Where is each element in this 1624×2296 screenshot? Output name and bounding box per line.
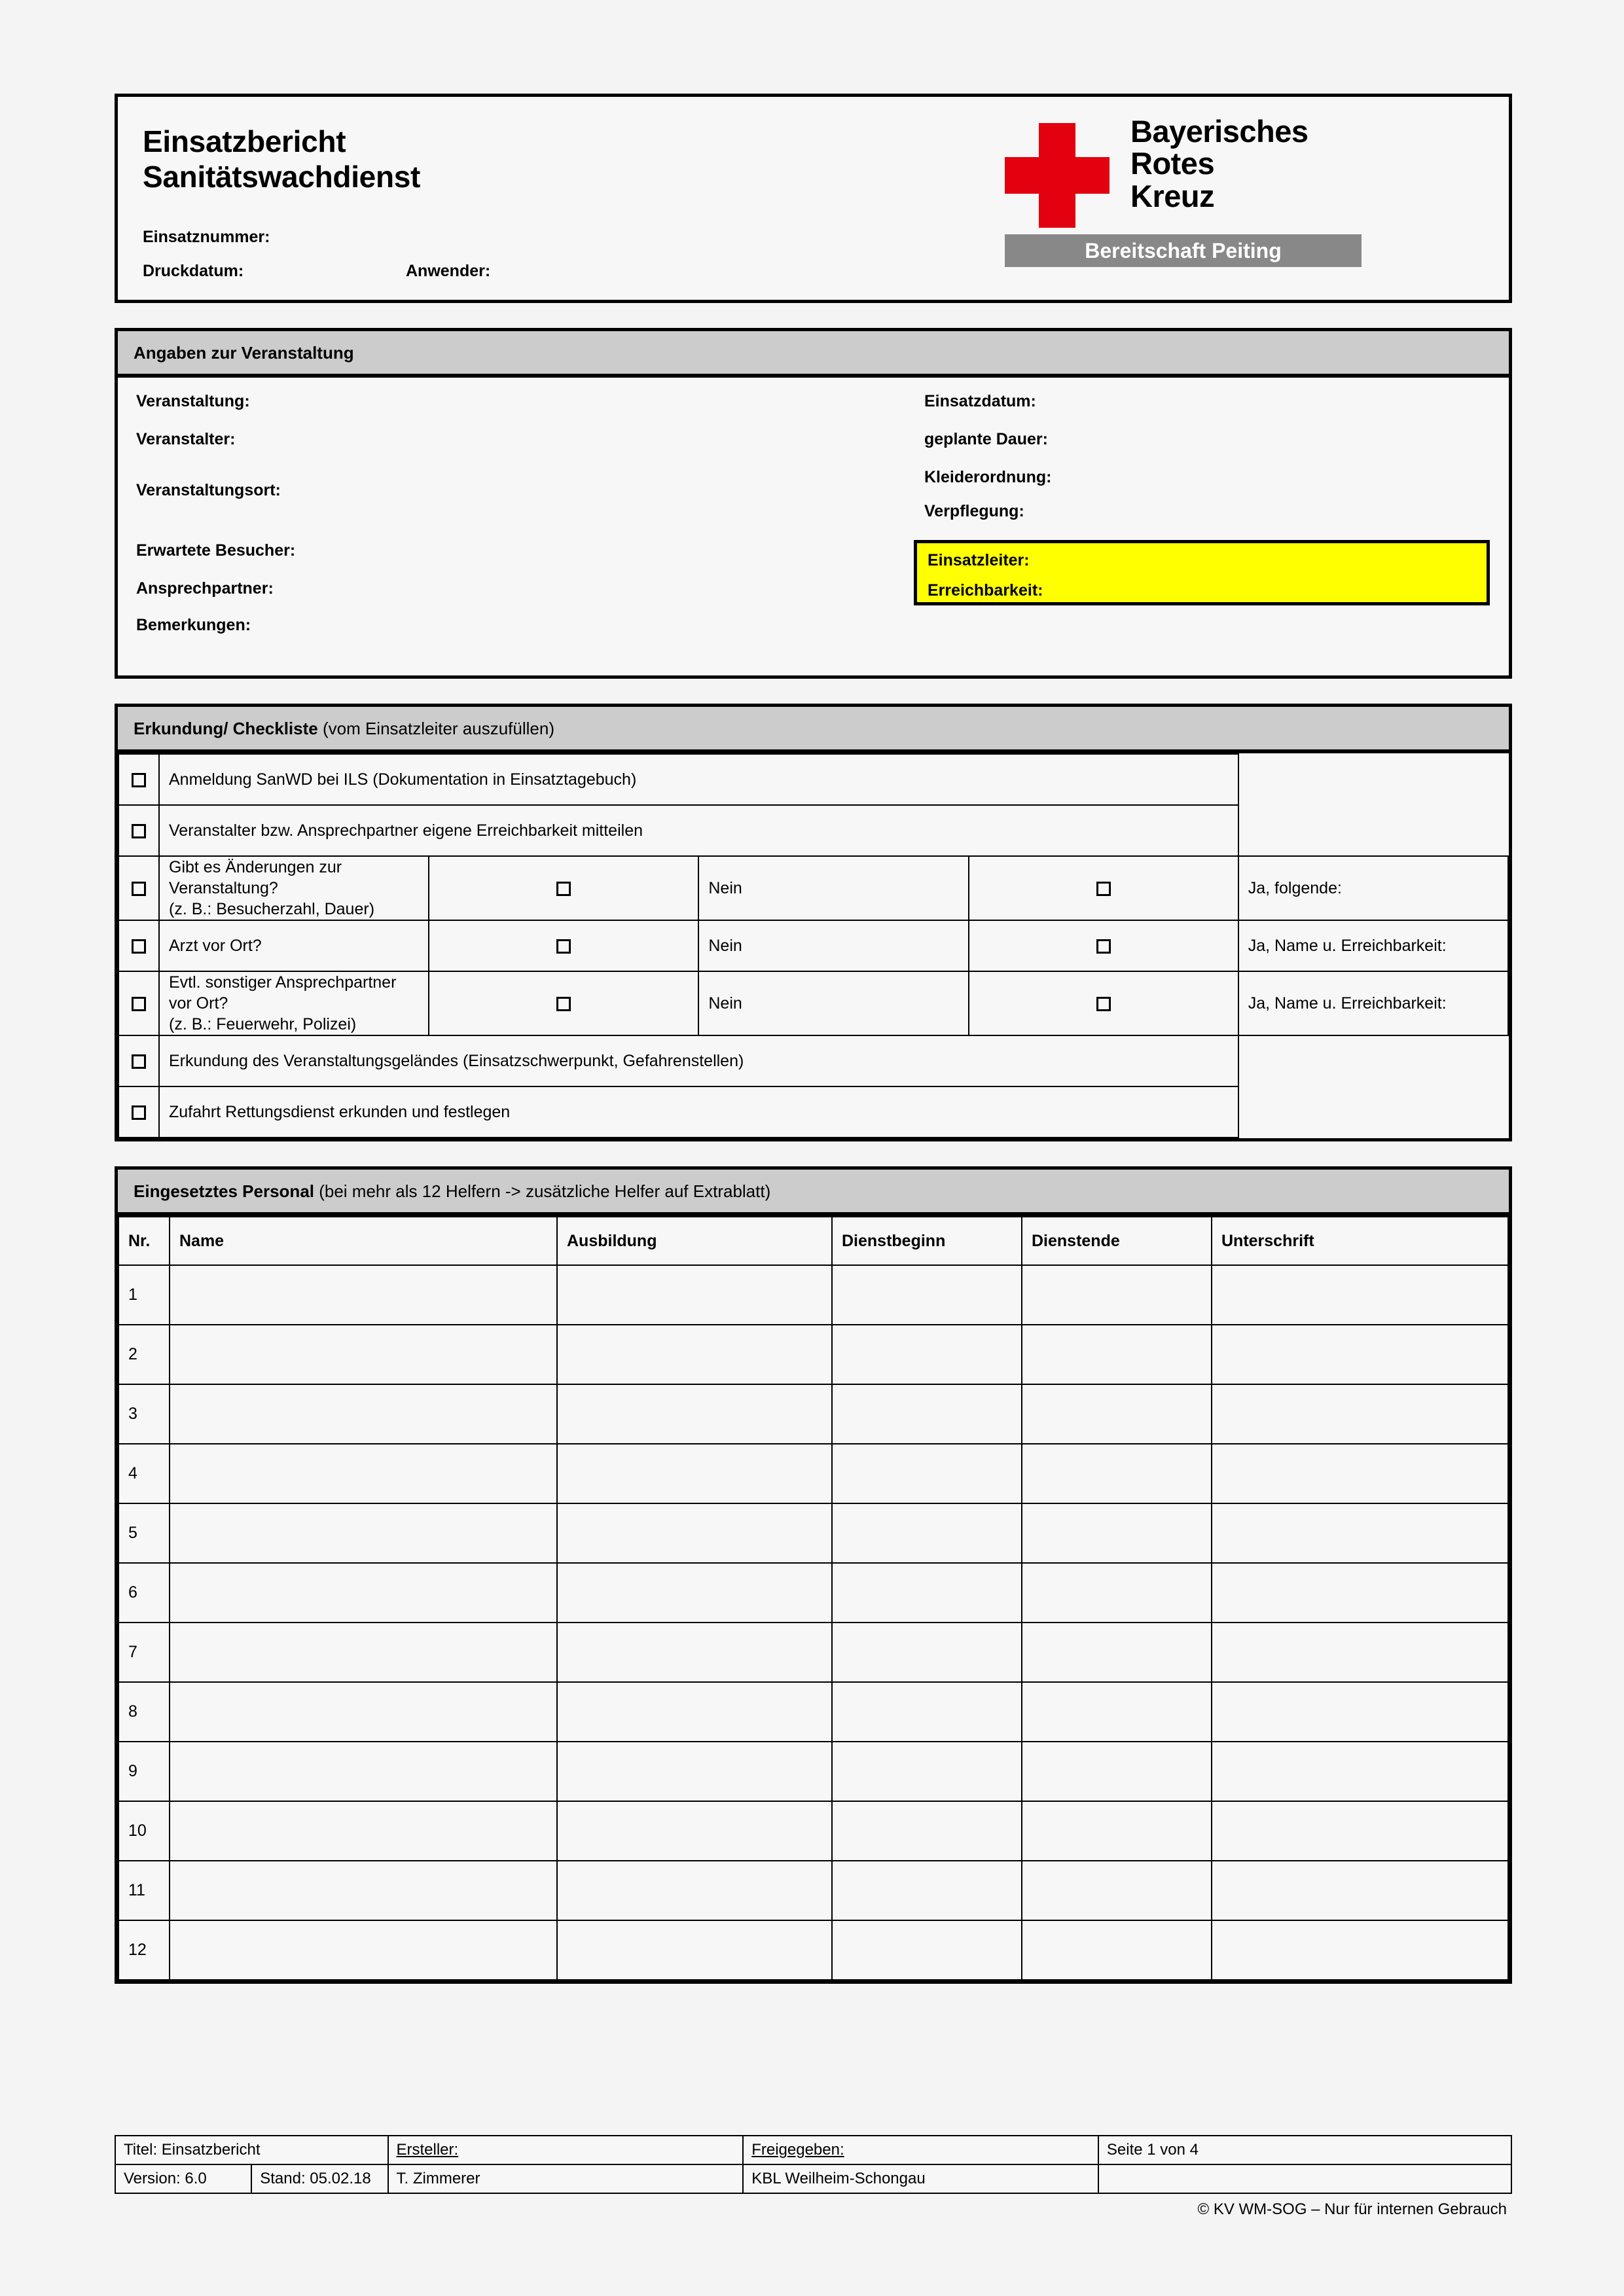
table-row[interactable] bbox=[118, 1920, 1508, 1980]
personnel-section bbox=[115, 1166, 1512, 1984]
checklist-item-label bbox=[159, 856, 429, 920]
checklist-section-title: Erkundung/ Checkliste bbox=[134, 719, 318, 738]
footer-version: Version: 6.0 bbox=[115, 2164, 251, 2193]
cell-ausbildung[interactable] bbox=[557, 1563, 832, 1623]
personnel-section-band bbox=[118, 1170, 1509, 1216]
checkbox-cell[interactable] bbox=[118, 805, 159, 856]
cell-nr: 9 bbox=[118, 1742, 170, 1801]
checklist-item-label: Arzt vor Ort? bbox=[159, 920, 429, 971]
checkbox-icon[interactable] bbox=[132, 939, 146, 954]
checkbox-cell[interactable] bbox=[118, 971, 159, 1035]
cell-dienstende[interactable] bbox=[1022, 1384, 1212, 1444]
checklist-item-line-1: Gibt es Änderungen zur Veranstaltung? bbox=[169, 858, 342, 897]
cell-name[interactable] bbox=[170, 1801, 557, 1861]
cell-dienstende[interactable] bbox=[1022, 1920, 1212, 1980]
footer-row-bottom bbox=[115, 2164, 1511, 2193]
personnel-section-title: Eingesetztes Personal bbox=[134, 1181, 314, 1201]
cell-name[interactable] bbox=[170, 1682, 557, 1742]
cell-dienstende[interactable] bbox=[1022, 1861, 1212, 1920]
checklist-item-line-2: (z. B.: Feuerwehr, Polizei) bbox=[169, 1015, 357, 1033]
column-header-nr: Nr. bbox=[118, 1217, 170, 1265]
logo-line-2: Rotes bbox=[1130, 146, 1215, 181]
checkbox-icon[interactable] bbox=[132, 997, 146, 1011]
event-section-band bbox=[118, 331, 1509, 378]
checkbox-cell-yes[interactable] bbox=[969, 856, 1238, 920]
table-row[interactable] bbox=[118, 1384, 1508, 1444]
option-yes-label: Ja, folgende: bbox=[1238, 856, 1508, 920]
cell-ausbildung[interactable] bbox=[557, 1325, 832, 1384]
cell-dienstende[interactable] bbox=[1022, 1265, 1212, 1325]
cell-nr: 3 bbox=[118, 1384, 170, 1444]
event-fields bbox=[118, 378, 1509, 675]
cell-unterschrift[interactable] bbox=[1212, 1325, 1508, 1384]
field-veranstaltung: Veranstaltung: bbox=[136, 392, 250, 410]
field-ansprechpartner: Ansprechpartner: bbox=[136, 579, 274, 598]
cell-ausbildung[interactable] bbox=[557, 1742, 832, 1801]
cell-unterschrift[interactable] bbox=[1212, 1682, 1508, 1742]
cell-dienstbeginn[interactable] bbox=[832, 1920, 1022, 1980]
checkbox-icon[interactable] bbox=[132, 1054, 146, 1069]
checkbox-icon[interactable] bbox=[1096, 882, 1111, 896]
table-row[interactable] bbox=[118, 1623, 1508, 1682]
checkbox-cell[interactable] bbox=[118, 920, 159, 971]
checklist-row[interactable] bbox=[118, 1035, 1508, 1086]
title-line-2: Sanitätswachdienst bbox=[143, 159, 421, 194]
cell-name[interactable] bbox=[170, 1444, 557, 1503]
cell-name[interactable] bbox=[170, 1623, 557, 1682]
checkbox-cell[interactable] bbox=[118, 856, 159, 920]
checklist-row[interactable] bbox=[118, 856, 1508, 920]
cell-ausbildung[interactable] bbox=[557, 1265, 832, 1325]
logo-unit-label: Bereitschaft Peiting bbox=[1085, 239, 1282, 262]
cell-ausbildung[interactable] bbox=[557, 1503, 832, 1563]
cell-unterschrift[interactable] bbox=[1212, 1503, 1508, 1563]
checkbox-icon[interactable] bbox=[556, 997, 571, 1011]
option-no-label: Nein bbox=[698, 856, 968, 920]
column-header-name: Name bbox=[170, 1217, 557, 1265]
cell-nr: 12 bbox=[118, 1920, 170, 1980]
footer-seite-empty bbox=[1098, 2164, 1511, 2193]
checklist-row[interactable] bbox=[118, 1086, 1508, 1138]
cell-nr: 2 bbox=[118, 1325, 170, 1384]
cell-dienstende[interactable] bbox=[1022, 1801, 1212, 1861]
cell-dienstbeginn[interactable] bbox=[832, 1861, 1022, 1920]
checkbox-cell[interactable] bbox=[118, 1035, 159, 1086]
page-title bbox=[143, 124, 420, 195]
checkbox-cell-no[interactable] bbox=[429, 971, 698, 1035]
einsatznummer-label: Einsatznummer: bbox=[143, 228, 270, 246]
checkbox-icon[interactable] bbox=[132, 1105, 146, 1120]
column-header-dienstbeginn: Dienstbeginn bbox=[832, 1217, 1022, 1265]
logo-line-1: Bayerisches bbox=[1130, 114, 1308, 149]
checkbox-icon[interactable] bbox=[556, 939, 571, 954]
field-veranstalter: Veranstalter: bbox=[136, 430, 236, 448]
personnel-table bbox=[118, 1216, 1509, 1981]
einsatzleiter-highlight-box bbox=[914, 540, 1490, 605]
cell-unterschrift[interactable] bbox=[1212, 1444, 1508, 1503]
event-details-section bbox=[115, 328, 1512, 679]
footer-ersteller-value: T. Zimmerer bbox=[388, 2164, 744, 2193]
table-row[interactable] bbox=[118, 1742, 1508, 1801]
cell-ausbildung[interactable] bbox=[557, 1623, 832, 1682]
cell-ausbildung[interactable] bbox=[557, 1801, 832, 1861]
cell-dienstende[interactable] bbox=[1022, 1682, 1212, 1742]
footer-titel: Titel: Einsatzbericht bbox=[115, 2136, 388, 2164]
footer-freigegeben-label-text: Freigegeben: bbox=[751, 2141, 844, 2159]
cell-name[interactable] bbox=[170, 1742, 557, 1801]
cell-dienstbeginn[interactable] bbox=[832, 1623, 1022, 1682]
checkbox-icon[interactable] bbox=[132, 773, 146, 787]
table-row[interactable] bbox=[118, 1682, 1508, 1742]
cell-nr: 1 bbox=[118, 1265, 170, 1325]
cell-dienstende[interactable] bbox=[1022, 1623, 1212, 1682]
checkbox-cell-no[interactable] bbox=[429, 920, 698, 971]
footer-table bbox=[115, 2135, 1512, 2194]
cell-name[interactable] bbox=[170, 1920, 557, 1980]
brk-logo bbox=[1005, 115, 1450, 287]
cell-dienstbeginn[interactable] bbox=[832, 1682, 1022, 1742]
footer-row-top bbox=[115, 2136, 1511, 2164]
cell-ausbildung[interactable] bbox=[557, 1920, 832, 1980]
table-row[interactable] bbox=[118, 1325, 1508, 1384]
cell-dienstende[interactable] bbox=[1022, 1742, 1212, 1801]
checkbox-cell[interactable] bbox=[118, 1086, 159, 1138]
checklist-row[interactable] bbox=[118, 971, 1508, 1035]
table-row[interactable] bbox=[118, 1503, 1508, 1563]
cell-name[interactable] bbox=[170, 1861, 557, 1920]
table-row[interactable] bbox=[118, 1861, 1508, 1920]
footer-seite: Seite 1 von 4 bbox=[1098, 2136, 1511, 2164]
checklist-section bbox=[115, 704, 1512, 1141]
cell-nr: 5 bbox=[118, 1503, 170, 1563]
footer-stand: Stand: 05.02.18 bbox=[251, 2164, 388, 2193]
checkbox-icon[interactable] bbox=[1096, 939, 1111, 954]
document-header bbox=[115, 94, 1512, 303]
checkbox-icon[interactable] bbox=[556, 882, 571, 896]
table-header-row bbox=[118, 1217, 1508, 1265]
cell-nr: 6 bbox=[118, 1563, 170, 1623]
checklist-section-band bbox=[118, 707, 1509, 753]
cell-name[interactable] bbox=[170, 1503, 557, 1563]
table-row[interactable] bbox=[118, 1265, 1508, 1325]
field-einsatzleiter: Einsatzleiter: bbox=[928, 551, 1030, 569]
checklist-item-label: Anmeldung SanWD bei ILS (Dokumentation in Einsatztagebuch) bbox=[159, 754, 1238, 805]
option-yes-label: Ja, Name u. Erreichbarkeit: bbox=[1238, 971, 1508, 1035]
field-veranstaltungsort: Veranstaltungsort: bbox=[136, 481, 281, 499]
logo-unit-band bbox=[1005, 234, 1362, 267]
field-erwartete-besucher: Erwartete Besucher: bbox=[136, 541, 296, 560]
cell-ausbildung[interactable] bbox=[557, 1444, 832, 1503]
cell-name[interactable] bbox=[170, 1325, 557, 1384]
cell-dienstbeginn[interactable] bbox=[832, 1265, 1022, 1325]
field-kleiderordnung: Kleiderordnung: bbox=[924, 468, 1052, 486]
table-row[interactable] bbox=[118, 1563, 1508, 1623]
field-bemerkungen: Bemerkungen: bbox=[136, 616, 251, 634]
checkbox-icon[interactable] bbox=[132, 824, 146, 838]
cell-unterschrift[interactable] bbox=[1212, 1623, 1508, 1682]
logo-wordmark bbox=[1130, 115, 1308, 212]
personnel-section-subtitle: (bei mehr als 12 Helfern -> zusätzliche Helfer auf Extrablatt) bbox=[314, 1181, 771, 1201]
option-no-label: Nein bbox=[698, 971, 968, 1035]
cell-ausbildung[interactable] bbox=[557, 1682, 832, 1742]
cell-dienstende[interactable] bbox=[1022, 1503, 1212, 1563]
checklist-item-line-2: (z. B.: Besucherzahl, Dauer) bbox=[169, 900, 375, 918]
checklist-item-label: Veranstalter bzw. Ansprechpartner eigene Erreichbarkeit mitteilen bbox=[159, 805, 1238, 856]
cell-name[interactable] bbox=[170, 1265, 557, 1325]
footer-freigegeben-value: KBL Weilheim-Schongau bbox=[743, 2164, 1098, 2193]
field-erreichbarkeit: Erreichbarkeit: bbox=[928, 581, 1043, 600]
cell-nr: 8 bbox=[118, 1682, 170, 1742]
cell-dienstbeginn[interactable] bbox=[832, 1563, 1022, 1623]
option-no-label: Nein bbox=[698, 920, 968, 971]
checkbox-cell-no[interactable] bbox=[429, 856, 698, 920]
checkbox-icon[interactable] bbox=[132, 882, 146, 896]
cell-nr: 4 bbox=[118, 1444, 170, 1503]
cell-unterschrift[interactable] bbox=[1212, 1265, 1508, 1325]
form-sheet bbox=[115, 94, 1512, 2062]
checklist-item-label: Erkundung des Veranstaltungsgeländes (Einsatzschwerpunkt, Gefahrenstellen) bbox=[159, 1035, 1238, 1086]
checkbox-cell-yes[interactable] bbox=[969, 920, 1238, 971]
cell-dienstende[interactable] bbox=[1022, 1563, 1212, 1623]
checklist-table bbox=[118, 753, 1509, 1138]
checklist-item-label bbox=[159, 971, 429, 1035]
cell-unterschrift[interactable] bbox=[1212, 1384, 1508, 1444]
druckdatum-label: Druckdatum: bbox=[143, 262, 244, 280]
cell-dienstende[interactable] bbox=[1022, 1325, 1212, 1384]
cell-unterschrift[interactable] bbox=[1212, 1801, 1508, 1861]
cell-ausbildung[interactable] bbox=[557, 1384, 832, 1444]
checklist-item-line-1: Evtl. sonstiger Ansprechpartner vor Ort? bbox=[169, 973, 397, 1013]
column-header-unterschrift: Unterschrift bbox=[1212, 1217, 1508, 1265]
cell-name[interactable] bbox=[170, 1384, 557, 1444]
table-row[interactable] bbox=[118, 1801, 1508, 1861]
document-footer bbox=[115, 2135, 1512, 2219]
column-header-dienstende: Dienstende bbox=[1022, 1217, 1212, 1265]
footer-ersteller-label bbox=[388, 2136, 744, 2164]
checklist-row[interactable] bbox=[118, 805, 1508, 856]
title-line-1: Einsatzbericht bbox=[143, 124, 346, 158]
red-cross-icon bbox=[1005, 123, 1110, 228]
option-yes-label: Ja, Name u. Erreichbarkeit: bbox=[1238, 920, 1508, 971]
anwender-label: Anwender: bbox=[406, 262, 491, 280]
checkbox-cell[interactable] bbox=[118, 754, 159, 805]
cell-dienstende[interactable] bbox=[1022, 1444, 1212, 1503]
field-verpflegung: Verpflegung: bbox=[924, 502, 1024, 520]
cell-dienstbeginn[interactable] bbox=[832, 1444, 1022, 1503]
cell-nr: 10 bbox=[118, 1801, 170, 1861]
cell-dienstbeginn[interactable] bbox=[832, 1503, 1022, 1563]
logo-line-3: Kreuz bbox=[1130, 178, 1215, 213]
cell-nr: 11 bbox=[118, 1861, 170, 1920]
field-einsatzdatum: Einsatzdatum: bbox=[924, 392, 1036, 410]
cell-unterschrift[interactable] bbox=[1212, 1861, 1508, 1920]
cell-dienstbeginn[interactable] bbox=[832, 1742, 1022, 1801]
checklist-row[interactable] bbox=[118, 920, 1508, 971]
cell-name[interactable] bbox=[170, 1563, 557, 1623]
cell-nr: 7 bbox=[118, 1623, 170, 1682]
footer-freigegeben-label bbox=[743, 2136, 1098, 2164]
checklist-row[interactable] bbox=[118, 754, 1508, 805]
cell-dienstbeginn[interactable] bbox=[832, 1384, 1022, 1444]
column-header-ausbildung: Ausbildung bbox=[557, 1217, 832, 1265]
cell-dienstbeginn[interactable] bbox=[832, 1325, 1022, 1384]
field-geplante-dauer: geplante Dauer: bbox=[924, 430, 1048, 448]
cell-unterschrift[interactable] bbox=[1212, 1742, 1508, 1801]
cell-unterschrift[interactable] bbox=[1212, 1563, 1508, 1623]
checklist-item-label: Zufahrt Rettungsdienst erkunden und festlegen bbox=[159, 1086, 1238, 1138]
cell-ausbildung[interactable] bbox=[557, 1861, 832, 1920]
footer-ersteller-label-text: Ersteller: bbox=[396, 2141, 459, 2159]
checklist-section-subtitle: (vom Einsatzleiter auszufüllen) bbox=[317, 719, 554, 738]
cell-unterschrift[interactable] bbox=[1212, 1920, 1508, 1980]
footer-copyright: © KV WM-SOG – Nur für internen Gebrauch bbox=[1197, 2200, 1507, 2218]
checkbox-icon[interactable] bbox=[1096, 997, 1111, 1011]
checkbox-cell-yes[interactable] bbox=[969, 971, 1238, 1035]
table-row[interactable] bbox=[118, 1444, 1508, 1503]
event-section-title: Angaben zur Veranstaltung bbox=[134, 343, 354, 363]
cell-dienstbeginn[interactable] bbox=[832, 1801, 1022, 1861]
